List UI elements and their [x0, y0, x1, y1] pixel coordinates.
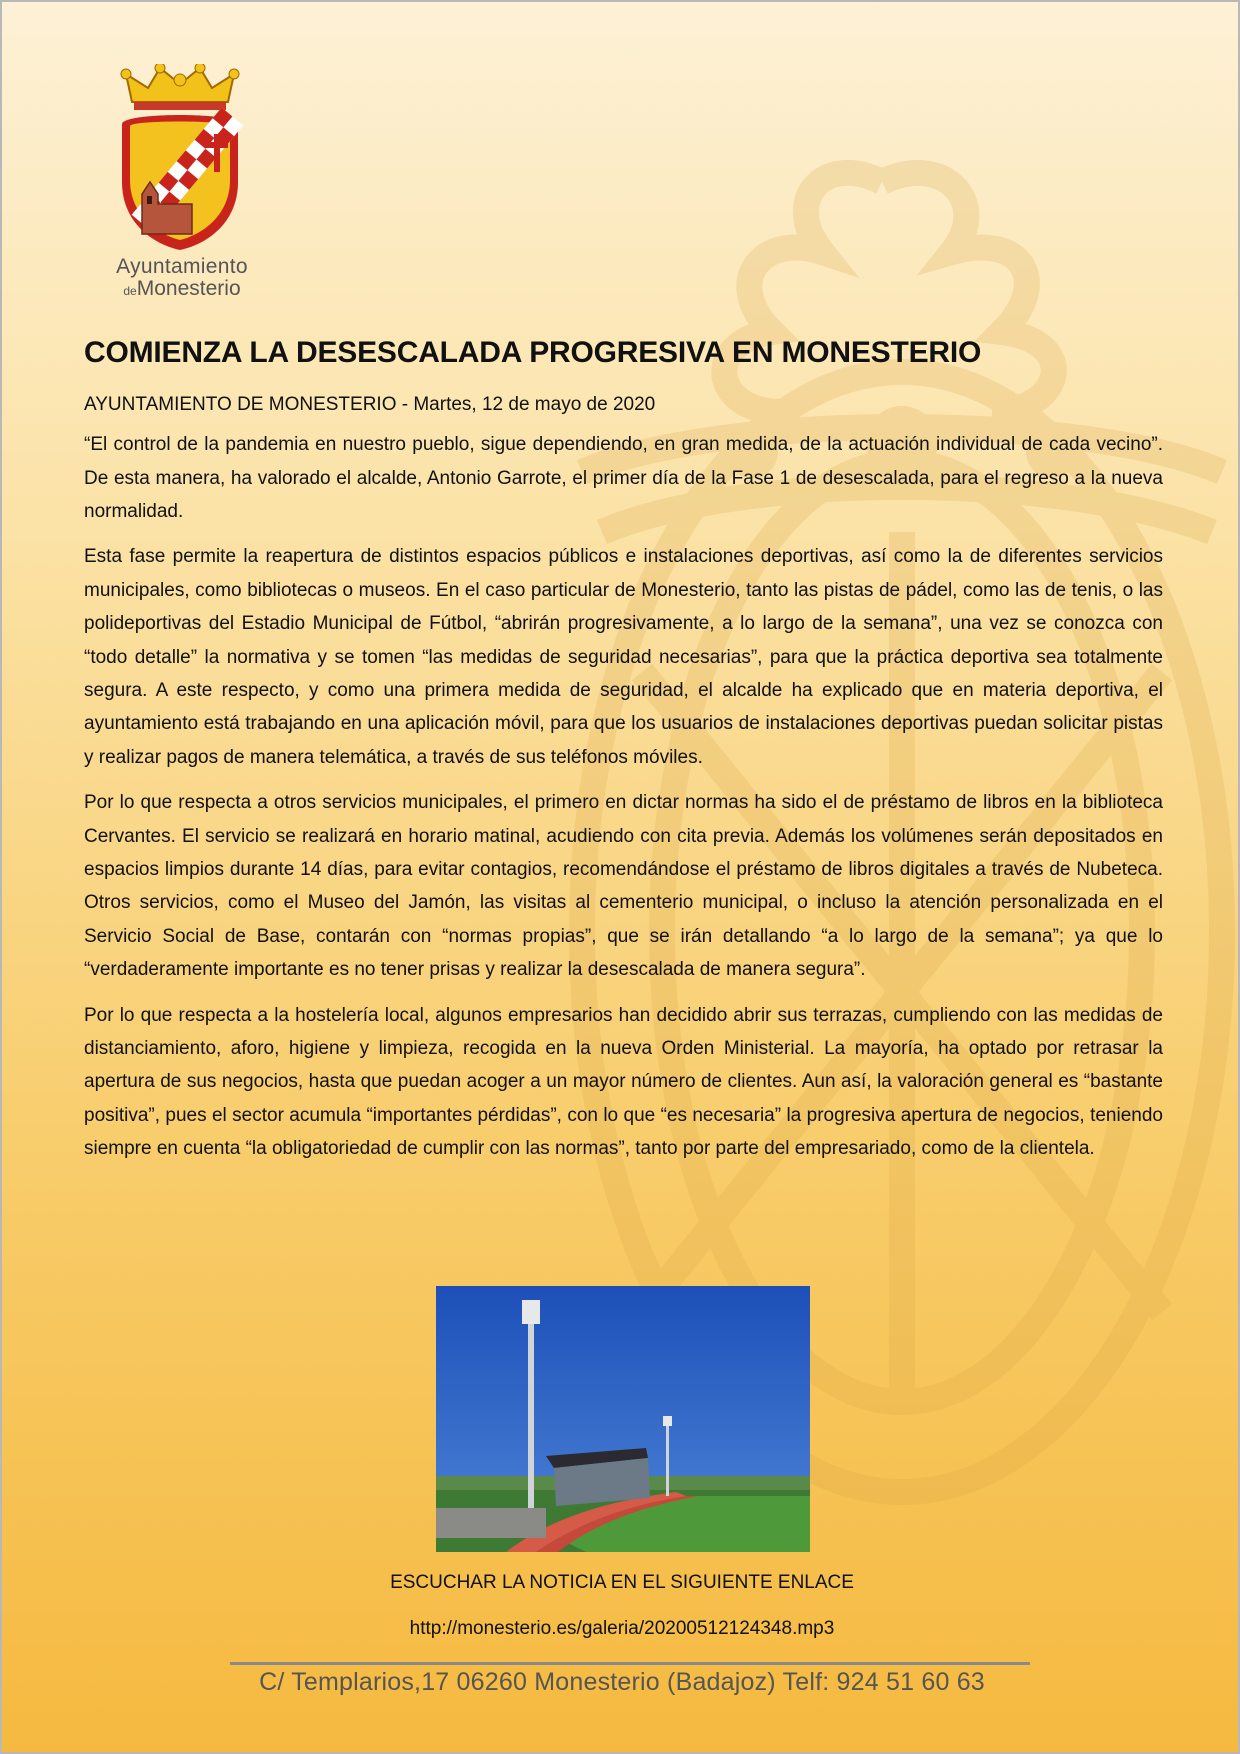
article	[84, 334, 1163, 1178]
article-dateline: AYUNTAMIENTO DE MONESTERIO - Martes, 12 de mayo de 2020	[84, 393, 656, 415]
stadium-photo	[436, 1286, 810, 1552]
municipality-wordmark	[102, 256, 262, 300]
logo-line1: Ayuntamiento	[116, 255, 248, 278]
footer-address: C/ Templarios,17 06260 Monesterio (Badajoz) Telf: 924 51 60 63	[259, 1668, 985, 1696]
municipal-crest-logo	[112, 64, 248, 254]
article-paragraph-2: Esta fase permite la reapertura de distintos espacios públicos e instalaciones deportivas, así como la de diferentes servicios municipales, como bibliotecas o museos. En el caso particular de Monesterio, tanto las pistas de pádel, como las de tenis, o las polideportivas del Estadio Municipal de Fútbol, “abrirán progresivamente, a lo largo de la semana”, una vez se conozca con “todo detalle” la normativa y se tomen “las medidas de seguridad necesarias”, para que la práctica deportiva sea totalmente segura. A este respecto, y como una primera medida de seguridad, el alcalde ha explicado que en materia deportiva, el ayuntamiento está trabajando en una aplicación móvil, para que los usuarios de instalaciones deportivas puedan solicitar pistas y realizar pagos de manera telemática, a través de sus teléfonos móviles.	[84, 546, 1163, 768]
article-paragraph-3: Por lo que respecta a otros servicios municipales, el primero en dictar normas ha sido el de préstamo de libros en la biblioteca Cervantes. El servicio se realizará en horario matinal, acudiendo con cita previa. Además los volúmenes serán depositados en espacios limpios durante 14 días, para evitar contagios, recomendándose el préstamo de libros digitales a través de Nubeteca. Otros servicios, como el Museo del Jamón, las visitas al cementerio municipal, o incluso la atención personalizada en el Servicio Social de Base, contarán con “normas propias”, que se irán detallando “a lo largo de la semana”; ya que lo “verdaderamente importante es no tener prisas y realizar la desescalada de manera segura”.	[84, 792, 1163, 981]
article-title: COMIENZA LA DESESCALADA PROGRESIVA EN MONESTERIO	[84, 336, 982, 369]
audio-link[interactable]: http://monesterio.es/galeria/20200512124348.mp3	[409, 1618, 835, 1639]
logo-line2-prefix: de	[123, 284, 137, 299]
listen-label: ESCUCHAR LA NOTICIA EN EL SIGUIENTE ENLACE	[390, 1572, 854, 1593]
footer-divider	[230, 1662, 1030, 1665]
article-paragraph-1: “El control de la pandemia en nuestro pueblo, sigue dependiendo, en gran medida, de la actuación individual de cada vecino”. De esta manera, ha valorado el alcalde, Antonio Garrote, el primer día de la Fase 1 de desescalada, para el regreso a la nueva normalidad.	[84, 434, 1163, 522]
article-paragraph-4: Por lo que respecta a la hostelería local, algunos empresarios han decidido abrir sus terrazas, cumpliendo con las medidas de distanciamiento, aforo, higiene y limpieza, recogida en la nueva Orden Ministerial. La mayoría, ha optado por retrasar la apertura de sus negocios, hasta que puedan acoger a un mayor número de clientes. Aun así, la valoración general es “bastante positiva”, pues el sector acumula “importantes pérdidas”, con lo que “es necesaria” la progresiva apertura de negocios, teniendo siempre en cuenta “la obligatoriedad de cumplir con las normas”, tanto por parte del empresariado, como de la clientela.	[84, 1004, 1163, 1160]
logo-line2-name: Monesterio	[136, 277, 241, 301]
logo-line2	[102, 278, 262, 300]
